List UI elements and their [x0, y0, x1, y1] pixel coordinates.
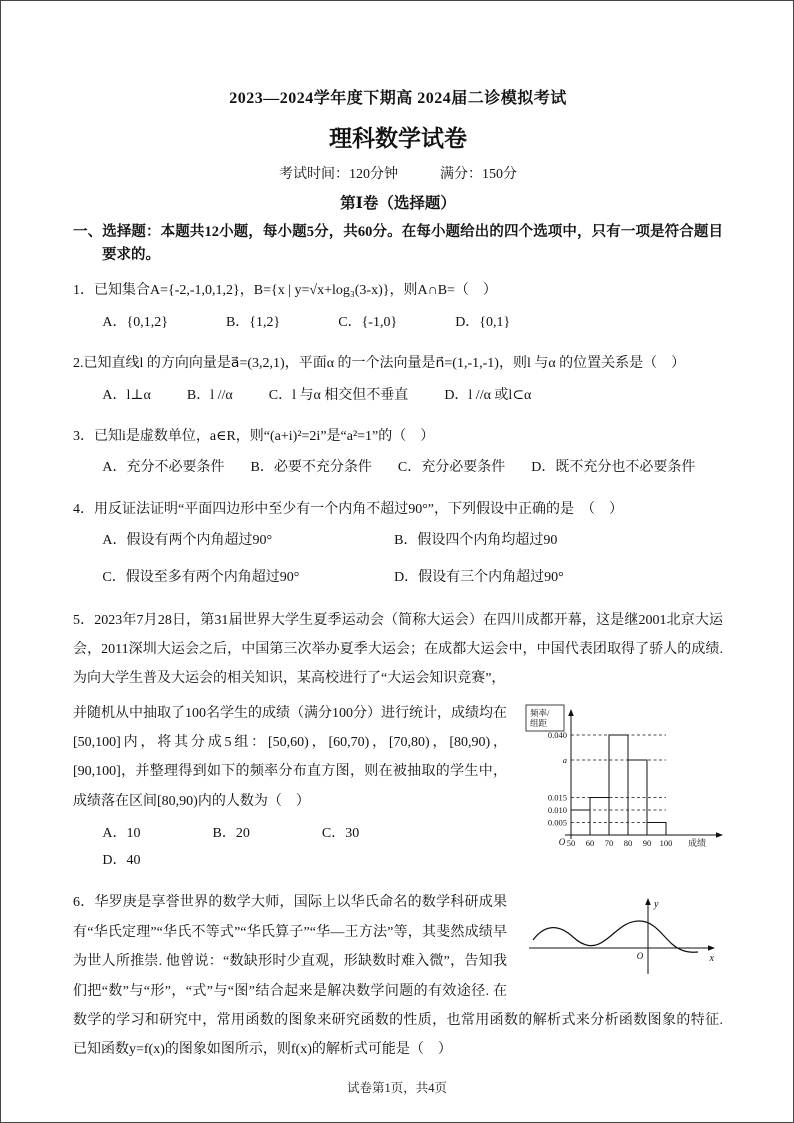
question-2-options: [73, 383, 723, 410]
question-6: [73, 888, 723, 1064]
question-3-stem: 3．已知i是虚数单位，a∈R，则“(a+i)²=2i”是“a²=1”的（ ）: [73, 429, 435, 445]
question-4-options: [73, 528, 723, 591]
svg-text:0.040: 0.040: [547, 729, 567, 740]
question-3-option-b: B．必要不充分条件: [250, 460, 372, 476]
svg-text:0.010: 0.010: [547, 804, 567, 815]
svg-text:组距: 组距: [530, 717, 548, 728]
svg-text:a: a: [562, 754, 567, 765]
svg-text:0.015: 0.015: [547, 792, 567, 803]
svg-text:x: x: [709, 953, 714, 965]
question-2-option-c: C．l 与α 相交但不垂直: [268, 387, 409, 403]
svg-text:100: 100: [659, 837, 673, 848]
question-3-options: [73, 455, 723, 482]
exam-session-title: 2023—2024学年度下期高 2024届二诊模拟考试: [229, 90, 567, 107]
question-5-options: [73, 821, 507, 874]
exam-time-label: 考试时间：120分钟: [279, 167, 398, 182]
question-2-option-a: A．l⊥α: [102, 387, 151, 403]
question-4-stem: 4．用反证法证明“平面四边形中至少有一个内角不超过90°”，下列假设中正确的是 （ ）: [73, 502, 624, 518]
question-4-option-a: A．假设有两个内角超过90°: [102, 533, 273, 549]
question-2-option-d: D．l //α 或l⊂α: [444, 387, 532, 403]
question-6-stem: 6．华罗庚是享誉世界的数学大师，国际上以华氏命名的数学科研成果有“华氏定理”“华氏不等式”“华氏算子”“华—王方法”等，其斐然成绩早为世人所推崇. 他曾说：“数缺形时少直观，形缺数时难入微”，告知我们把“数”与“形”，“式”与“图”结合起来是解决数学问题的有效途径. 在数学的学习和研究中，常用函数的图象来研究函数的性质，也常用函数的解析式来分析函数图象的特征. 已知函数y=f(x)的图象如图所示，则f(x)的解析式可能是（ ）: [73, 895, 723, 1058]
question-2: [73, 350, 723, 409]
svg-text:y: y: [654, 899, 659, 911]
question-1-option-c: C．{-1,0}: [338, 314, 398, 330]
svg-text:80: 80: [623, 837, 633, 848]
question-5-stem-body: 并随机从中抽取了100名学生的成绩（满分100分）进行统计，成绩均在[50,100]内，将其分成5组：[50,60)，[60,70)，[70,80)，[80,90)，[90,100]，并整理得到如下的频率分布直方图，则在被抽取的学生中，成绩落在区间[80,90)内的人数为（ ）: [73, 705, 507, 809]
histogram-chart: [523, 701, 723, 851]
question-6-body: [73, 888, 723, 1064]
histogram-figure: [523, 701, 723, 856]
function-graph-chart: [523, 890, 723, 982]
question-4-option-d: D．假设有三个内角超过90°: [394, 569, 564, 585]
svg-text:70: 70: [604, 837, 614, 848]
svg-text:0.005: 0.005: [547, 817, 567, 828]
question-5-option-c: C．30: [321, 826, 360, 842]
question-5-stem-intro: 5．2023年7月28日，第31届世界大学生夏季运动会（简称大运会）在四川成都开幕，这是继2001北京大运会，2011深圳大运会之后，中国第三次举办夏季大运会；在成都大运会中，中国代表团取得了骄人的成绩. 为向大学生普及大运会的相关知识，某高校进行了“大运会知识竞赛”，: [73, 612, 723, 687]
exam-info: [73, 163, 723, 183]
full-score-label: 满分：150分: [440, 167, 517, 182]
svg-text:O: O: [558, 836, 566, 847]
question-4-option-c: C．假设至多有两个内角超过90°: [102, 569, 300, 585]
question-5-option-a: A．10: [102, 826, 141, 842]
function-graph-figure: [523, 890, 723, 987]
question-5-option-b: B．20: [212, 826, 250, 842]
svg-text:60: 60: [585, 837, 595, 848]
svg-text:频率/: 频率/: [530, 707, 550, 718]
question-1: [73, 277, 723, 336]
question-3-option-a: A．充分不必要条件: [102, 460, 225, 476]
question-2-option-b: B．l //α: [186, 387, 233, 403]
question-5: [73, 606, 723, 875]
question-1-options: [73, 310, 723, 337]
question-5-body: [73, 699, 723, 875]
question-3: [73, 423, 723, 482]
question-4: [73, 496, 723, 591]
section-instructions: 一、选择题：本题共12小题，每小题5分，共60分。在每小题给出的四个选项中，只有一项是符合题目要求的。: [73, 224, 723, 264]
question-1-option-d: D．{0,1}: [455, 314, 511, 330]
question-1-stem: 1．已知集合A={-2,-1,0,1,2}，B={x | y=√x+log₃(3-x)}，则A∩B=（ ）: [73, 283, 497, 299]
question-5-option-d: D．40: [102, 852, 141, 868]
svg-text:50: 50: [566, 837, 576, 848]
page-footer: 试卷第1页，共4页: [346, 1081, 447, 1095]
question-3-option-c: C．充分必要条件: [397, 460, 506, 476]
question-3-option-d: D．既不充分也不必要条件: [531, 460, 696, 476]
question-2-stem: 2.已知直线l 的方向向量是a⃗=(3,2,1)，平面α 的一个法向量是n⃗=(1,-1,-1)，则l 与α 的位置关系是（ ）: [73, 356, 686, 372]
svg-text:O: O: [636, 951, 644, 962]
question-1-option-a: A．{0,1,2}: [102, 314, 168, 330]
svg-text:成绩: 成绩: [688, 837, 707, 848]
question-4-option-b: B．假设四个内角均超过90: [394, 533, 558, 549]
paper-title: 理科数学试卷: [329, 126, 467, 151]
svg-text:90: 90: [642, 837, 652, 848]
question-1-option-b: B．{1,2}: [225, 314, 281, 330]
volume-title: 第Ⅰ卷（选择题）: [340, 195, 456, 212]
